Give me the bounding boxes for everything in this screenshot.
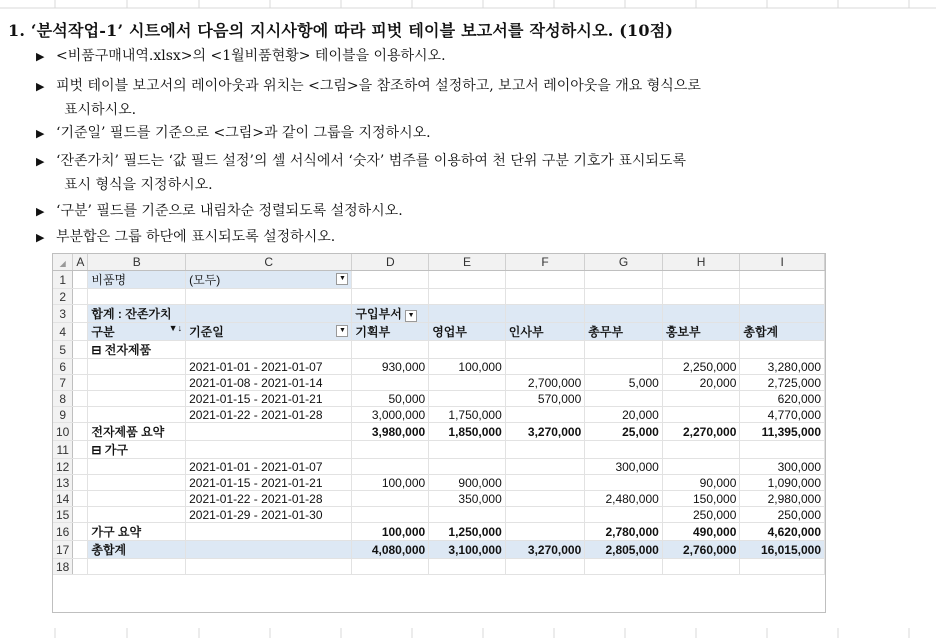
- cell: 2,725,000: [740, 375, 825, 391]
- group-header[interactable]: ⊟ 가구: [88, 441, 186, 459]
- table-row: [53, 375, 825, 391]
- subtotal-cell: 2,270,000: [662, 423, 740, 441]
- row-number: 8: [53, 391, 73, 407]
- instruction-4-cont: 표시 형식을 지정하시오.: [64, 177, 213, 193]
- dept-header: 기획부: [352, 323, 429, 341]
- instruction-6: [36, 226, 335, 246]
- cell: 3,280,000: [740, 359, 825, 375]
- dept-header: 영업부: [429, 323, 506, 341]
- row-field-category[interactable]: 구분 ▼↓: [88, 323, 186, 341]
- cell: [352, 491, 429, 507]
- col-header-d[interactable]: D: [352, 254, 429, 271]
- subtotal-cell: 3,270,000: [505, 423, 585, 441]
- date-range: 2021-01-01 - 2021-01-07: [186, 359, 352, 375]
- date-range: 2021-01-01 - 2021-01-07: [186, 459, 352, 475]
- cell: [662, 459, 740, 475]
- cell: [429, 459, 506, 475]
- cell: 5,000: [585, 375, 663, 391]
- subtotal-cell: 1,850,000: [429, 423, 506, 441]
- table-row: [53, 475, 825, 491]
- cell: 3,000,000: [352, 407, 429, 423]
- row-number: 12: [53, 459, 73, 475]
- instruction-text: ‘기준일’ 필드를 기준으로 <그림>과 같이 그룹을 지정하시오.: [56, 125, 431, 141]
- row-5: [53, 341, 825, 359]
- row-field-date[interactable]: 기준일 ▼: [186, 323, 352, 341]
- bullet-icon: ▶: [36, 80, 45, 93]
- cell: 4,770,000: [740, 407, 825, 423]
- subtotal-cell: 100,000: [352, 523, 429, 541]
- grand-total-row: [53, 541, 825, 559]
- bullet-icon: ▶: [36, 231, 45, 244]
- cell: 620,000: [740, 391, 825, 407]
- cell: 300,000: [740, 459, 825, 475]
- group-header[interactable]: ⊟ 전자제품: [88, 341, 186, 359]
- cell: [585, 475, 663, 491]
- instruction-text: <비품구매내역.xlsx>의 <1월비품현황> 테이블을 이용하시오.: [56, 48, 446, 64]
- subtotal-cell: 490,000: [662, 523, 740, 541]
- row-2: [53, 289, 825, 305]
- cell: [505, 407, 585, 423]
- dept-header: 홍보부: [662, 323, 740, 341]
- row-number: 14: [53, 491, 73, 507]
- sort-descending-icon[interactable]: ▼↓: [168, 323, 183, 333]
- date-range: 2021-01-22 - 2021-01-28: [186, 491, 352, 507]
- dropdown-arrow-icon[interactable]: ▼: [336, 273, 348, 285]
- cell: 1,090,000: [740, 475, 825, 491]
- row-11: [53, 441, 825, 459]
- cell: [662, 407, 740, 423]
- row-number: 17: [53, 541, 73, 559]
- cell: [505, 491, 585, 507]
- instruction-2: [36, 75, 701, 95]
- cell: [585, 507, 663, 523]
- cell: 900,000: [429, 475, 506, 491]
- row-1: [53, 271, 825, 289]
- bullet-icon: ▶: [36, 50, 45, 63]
- cell: [505, 359, 585, 375]
- cell: 2,700,000: [505, 375, 585, 391]
- cell: [429, 391, 506, 407]
- instruction-2-cont: 표시하시오.: [64, 102, 137, 118]
- column-header-row: [53, 254, 825, 271]
- row-number: 5: [53, 341, 73, 359]
- cell: 20,000: [662, 375, 740, 391]
- date-range: 2021-01-29 - 2021-01-30: [186, 507, 352, 523]
- row-number: 18: [53, 559, 73, 575]
- col-header-c[interactable]: C: [186, 254, 352, 271]
- cell: 300,000: [585, 459, 663, 475]
- date-range: 2021-01-15 - 2021-01-21: [186, 475, 352, 491]
- cell: [585, 391, 663, 407]
- instruction-3: [36, 122, 431, 142]
- table-row: [53, 407, 825, 423]
- cell: [662, 391, 740, 407]
- subtotal-label: 가구 요약: [88, 523, 186, 541]
- bullet-icon: ▶: [36, 155, 45, 168]
- instruction-text: 피벗 테이블 보고서의 레이아웃과 위치는 <그림>을 참조하여 설정하고, 보고서 레이아웃을 개요 형식으로: [56, 78, 701, 94]
- instruction-1: [36, 45, 446, 65]
- date-range: 2021-01-08 - 2021-01-14: [186, 375, 352, 391]
- collapse-icon[interactable]: ⊟: [91, 343, 102, 357]
- cell: 100,000: [352, 475, 429, 491]
- row-number: 9: [53, 407, 73, 423]
- date-range: 2021-01-22 - 2021-01-28: [186, 407, 352, 423]
- cell: 2,980,000: [740, 491, 825, 507]
- collapse-icon[interactable]: ⊟: [91, 443, 102, 457]
- col-header-g[interactable]: G: [585, 254, 663, 271]
- row-number: 10: [53, 423, 73, 441]
- subtotal-cell: 1,250,000: [429, 523, 506, 541]
- cell: [429, 507, 506, 523]
- cell: [505, 459, 585, 475]
- cell: 90,000: [662, 475, 740, 491]
- cell: 250,000: [662, 507, 740, 523]
- cell: [505, 507, 585, 523]
- col-header-b[interactable]: B: [88, 254, 186, 271]
- grand-total-cell: 2,760,000: [662, 541, 740, 559]
- bullet-icon: ▶: [36, 205, 45, 218]
- instruction-text: 부분합은 그룹 하단에 표시되도록 설정하시오.: [56, 229, 336, 245]
- row-18: [53, 559, 825, 575]
- col-header-h[interactable]: H: [662, 254, 740, 271]
- cell: [505, 475, 585, 491]
- subtotal-cell: 3,980,000: [352, 423, 429, 441]
- table-row: [53, 507, 825, 523]
- table-row: [53, 359, 825, 375]
- row-number: 16: [53, 523, 73, 541]
- table-row: [53, 459, 825, 475]
- grand-total-cell: 2,805,000: [585, 541, 663, 559]
- row-number: 11: [53, 441, 73, 459]
- cell: 100,000: [429, 359, 506, 375]
- column-field-label[interactable]: 구입부서 ▼: [352, 305, 429, 323]
- cell: 50,000: [352, 391, 429, 407]
- cell: 2,480,000: [585, 491, 663, 507]
- subtotal-cell: 4,620,000: [740, 523, 825, 541]
- subtotal-cell: 2,780,000: [585, 523, 663, 541]
- cell: [352, 507, 429, 523]
- row-number: 7: [53, 375, 73, 391]
- instruction-4: [36, 150, 686, 170]
- cell: 930,000: [352, 359, 429, 375]
- col-header-e[interactable]: E: [429, 254, 506, 271]
- dropdown-arrow-icon[interactable]: ▼: [336, 325, 348, 337]
- cell: [429, 375, 506, 391]
- grand-total-cell: 3,100,000: [429, 541, 506, 559]
- grand-total-cell: 3,270,000: [505, 541, 585, 559]
- row-number: 15: [53, 507, 73, 523]
- row-number: 13: [53, 475, 73, 491]
- cell: 1,750,000: [429, 407, 506, 423]
- row-number: 3: [53, 305, 73, 323]
- row-number: 6: [53, 359, 73, 375]
- cell: 570,000: [505, 391, 585, 407]
- subtotal-row: [53, 423, 825, 441]
- subtotal-cell: 11,395,000: [740, 423, 825, 441]
- cell: 150,000: [662, 491, 740, 507]
- cell: 20,000: [585, 407, 663, 423]
- bullet-icon: ▶: [36, 127, 45, 140]
- instruction-5: [36, 200, 403, 220]
- dept-header: 총합계: [740, 323, 825, 341]
- subtotal-label: 전자제품 요약: [88, 423, 186, 441]
- select-all-corner[interactable]: ◢: [53, 254, 73, 271]
- col-header-i[interactable]: I: [740, 254, 825, 271]
- row-3: [53, 305, 825, 323]
- value-field-label: 합계 : 잔존가치: [88, 305, 186, 323]
- cell: 250,000: [740, 507, 825, 523]
- row-4: [53, 323, 825, 341]
- grand-total-cell: 4,080,000: [352, 541, 429, 559]
- row-number: 4: [53, 323, 73, 341]
- cell: [585, 359, 663, 375]
- col-header-a[interactable]: A: [73, 254, 88, 271]
- row-number: 1: [53, 271, 73, 289]
- filter-field-value[interactable]: (모두) ▼: [186, 271, 352, 289]
- instruction-text: ‘구분’ 필드를 기준으로 내림차순 정렬되도록 설정하시오.: [56, 203, 403, 219]
- table-row: [53, 391, 825, 407]
- cell: 2,250,000: [662, 359, 740, 375]
- dropdown-arrow-icon[interactable]: ▼: [405, 310, 417, 322]
- grand-total-cell: 16,015,000: [740, 541, 825, 559]
- subtotal-cell: 25,000: [585, 423, 663, 441]
- instruction-text: ‘잔존가치’ 필드는 ‘값 필드 설정’의 셀 서식에서 ‘숫자’ 범주를 이용하여 천 단위 구분 기호가 표시되도록: [56, 153, 686, 169]
- dept-header: 인사부: [505, 323, 585, 341]
- filter-field-label: 비품명: [88, 271, 186, 289]
- subtotal-row: [53, 523, 825, 541]
- cell: [352, 375, 429, 391]
- row-number: 2: [53, 289, 73, 305]
- spreadsheet-grid: [53, 254, 825, 575]
- cell: [352, 459, 429, 475]
- dept-header: 총무부: [585, 323, 663, 341]
- pivot-table-figure: [52, 253, 826, 613]
- subtotal-cell: [505, 523, 585, 541]
- table-row: [53, 491, 825, 507]
- date-range: 2021-01-15 - 2021-01-21: [186, 391, 352, 407]
- question-title: 1. ‘분석작업-1’ 시트에서 다음의 지시사항에 따라 피벗 테이블 보고서를 작성하시오. (10점): [8, 21, 674, 40]
- grand-total-label: 총합계: [88, 541, 186, 559]
- col-header-f[interactable]: F: [505, 254, 585, 271]
- cell: 350,000: [429, 491, 506, 507]
